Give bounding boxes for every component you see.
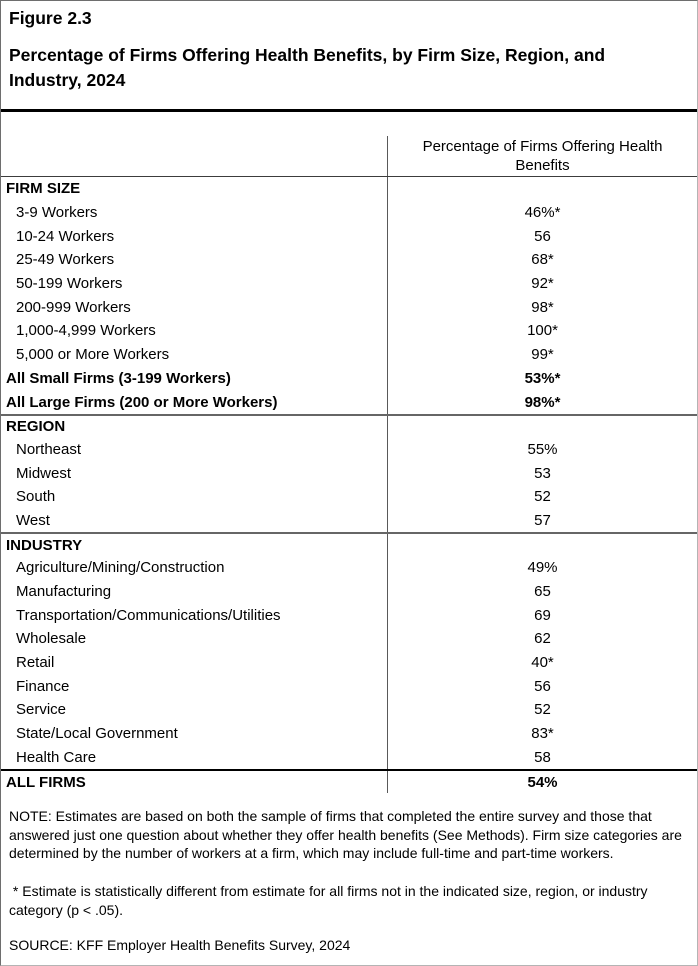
row-label: Service [16,701,67,719]
notes-block [1,807,697,955]
section-header-value [387,416,697,438]
table-row [1,603,697,627]
table-row-all-firms [1,769,697,793]
row-label: 10-24 Workers [16,227,115,245]
row-value: 57 [387,509,697,533]
value-column-header: Percentage of Firms Offering Health Benefits [387,136,697,176]
section-header-value [387,534,697,556]
row-label: West [16,511,50,529]
source-text: SOURCE: KFF Employer Health Benefits Survey, 2024 [9,937,351,954]
table-row [1,746,697,770]
row-value: 98%* [387,390,697,414]
table-row [1,438,697,462]
row-label: 1,000-4,999 Workers [16,322,156,340]
row-value: 56 [387,224,697,248]
table-row [1,485,697,509]
table-row [1,722,697,746]
row-label: Transportation/Communications/Utilities [16,606,281,624]
row-label: South [16,488,56,506]
category-column-header [1,136,387,176]
row-label: All Large Firms (200 or More Workers) [6,393,278,411]
row-value: 54% [387,771,697,793]
section-header-label: REGION [6,418,66,436]
note-text: NOTE: Estimates are based on both the sample of firms that completed the entire survey and those that answered just one question about whether they offer health benefits (See Methods). Firm size categories are determined by the number of workers at a firm, which may include full-time and part-time workers. [9,807,682,862]
table-row [1,580,697,604]
row-value: 69 [387,603,697,627]
row-label: Finance [16,677,70,695]
table-row [1,509,697,533]
figure-title: Percentage of Firms Offering Health Benefits, by Firm Size, Region, and Industry, 2024 [9,45,606,90]
table-row [1,343,697,367]
row-value: 55% [387,438,697,462]
row-label: Retail [16,654,55,672]
row-value: 65 [387,580,697,604]
row-value: 53%* [387,367,697,391]
table-row [1,698,697,722]
row-value: 98* [387,295,697,319]
row-value: 40* [387,651,697,675]
table-row [1,248,697,272]
row-value: 100* [387,319,697,343]
table-row [1,295,697,319]
row-value: 46%* [387,201,697,225]
row-label: Northeast [16,440,82,458]
row-label: 3-9 Workers [16,204,98,222]
row-value: 52 [387,698,697,722]
section-header-firm-size [1,177,697,201]
row-label: ALL FIRMS [6,773,86,791]
row-value: 99* [387,343,697,367]
row-value: 56 [387,674,697,698]
table-row [1,461,697,485]
section-header-label: INDUSTRY [6,536,83,554]
row-label: Midwest [16,464,72,482]
row-label: 200-999 Workers [16,298,131,316]
table-row [1,319,697,343]
row-value: 92* [387,272,697,296]
figure-number: Figure 2.3 [9,8,92,28]
section-header-value [387,177,697,201]
row-label: 50-199 Workers [16,275,123,293]
table-header-row [1,136,697,177]
row-value: 53 [387,461,697,485]
table-row [1,224,697,248]
row-label: Health Care [16,748,97,766]
table-row [1,674,697,698]
data-table [1,136,697,793]
table-row [1,651,697,675]
row-value: 68* [387,248,697,272]
footnote-text: * Estimate is statistically different from estimate for all firms not in the indicated size, region, or industry category (p < .05). [9,882,652,918]
row-label: 5,000 or More Workers [16,346,170,364]
row-label: 25-49 Workers [16,251,115,269]
table-row [1,201,697,225]
row-value: 52 [387,485,697,509]
row-value: 49% [387,556,697,580]
row-label: All Small Firms (3-199 Workers) [6,369,231,387]
row-label: Agriculture/Mining/Construction [16,559,225,577]
table-row [1,272,697,296]
table-row-all-small-firms [1,367,697,391]
table-row-all-large-firms [1,390,697,414]
row-value: 58 [387,746,697,770]
table-row [1,556,697,580]
row-value: 62 [387,627,697,651]
table-row [1,627,697,651]
section-header-label: FIRM SIZE [6,180,81,198]
section-header-industry [1,532,697,556]
title-block [1,1,697,112]
section-header-region [1,414,697,438]
row-value: 83* [387,722,697,746]
row-label: State/Local Government [16,725,178,743]
row-label: Manufacturing [16,583,112,601]
row-label: Wholesale [16,630,87,648]
